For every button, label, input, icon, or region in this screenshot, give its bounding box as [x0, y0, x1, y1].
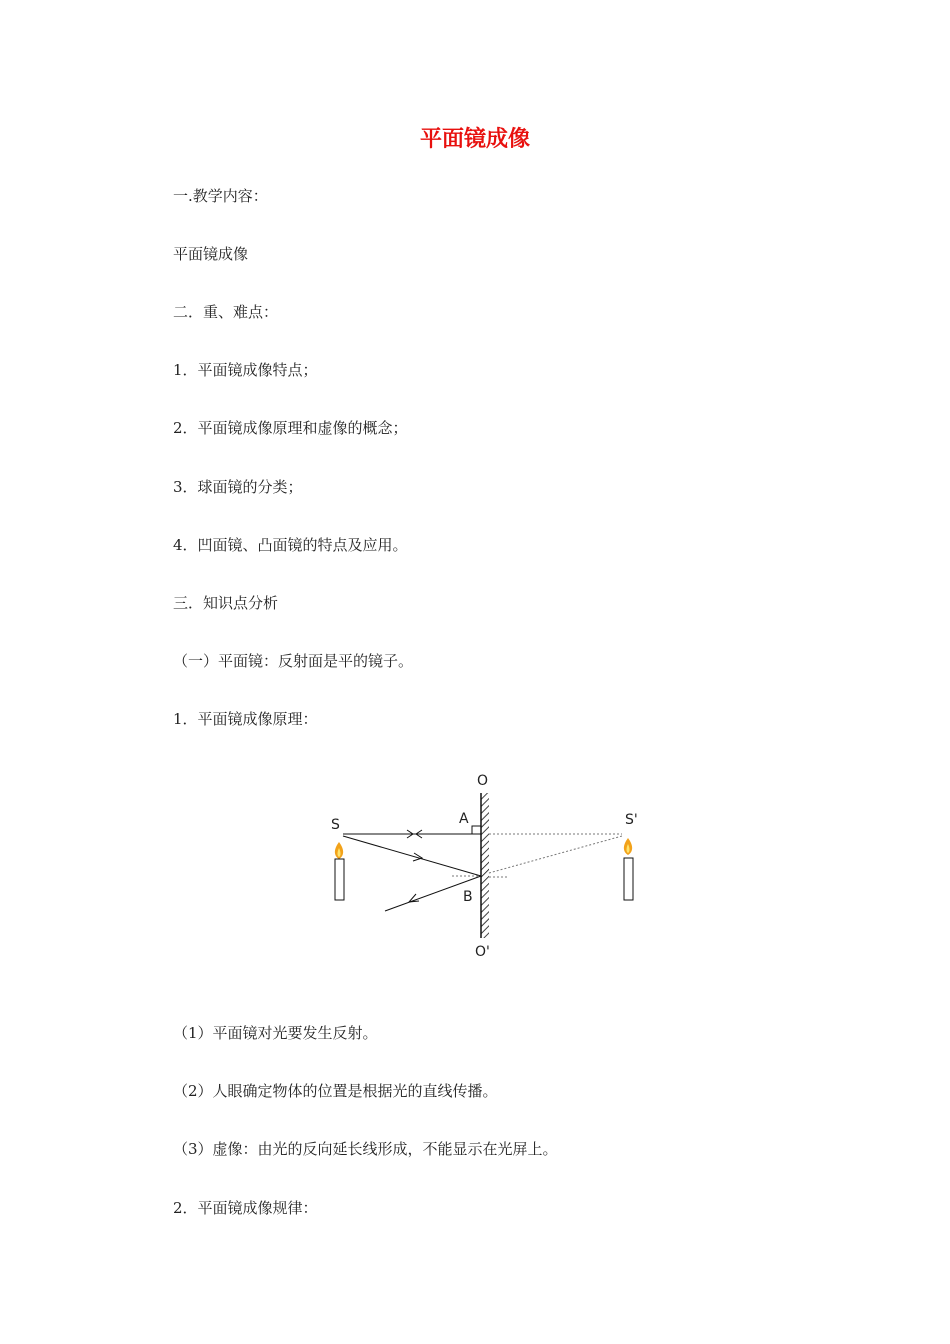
virtual-ray-extension — [489, 836, 622, 873]
page-title: 平面镜成像 — [419, 127, 530, 152]
list-item-2: 2．平面镜成像原理和虚像的概念； — [173, 419, 408, 437]
label-o: O — [477, 773, 489, 789]
principle-heading: 1．平面镜成像原理： — [173, 710, 318, 728]
list-item-1: 1．平面镜成像特点； — [173, 361, 318, 379]
list-item-4: 4．凹面镜、凸面镜的特点及应用。 — [173, 536, 408, 554]
rules-heading: 2．平面镜成像规律： — [173, 1199, 318, 1217]
section-heading-analysis: 三．知识点分析 — [173, 594, 279, 612]
list-item-3: 3．球面镜的分类； — [173, 478, 303, 496]
candle-image — [624, 838, 633, 900]
label-a: A — [459, 811, 469, 827]
point-3: （3）虚像：由光的反向延长线形成，不能显示在光屏上。 — [173, 1140, 558, 1158]
subsection-plane-mirror: （一）平面镜：反射面是平的镜子。 — [173, 652, 414, 670]
point-2: （2）人眼确定物体的位置是根据光的直线传播。 — [173, 1082, 498, 1100]
section-heading-content: 一.教学内容： — [173, 187, 268, 205]
label-b: B — [463, 889, 473, 905]
section-heading-key-points: 二．重、难点： — [173, 303, 279, 321]
right-angle-mark — [472, 826, 481, 834]
label-s: S — [331, 817, 340, 833]
ray-s-to-b — [343, 836, 481, 876]
label-o-prime: O' — [475, 944, 490, 960]
candle-object — [335, 842, 344, 900]
content-text: 平面镜成像 — [173, 245, 249, 263]
point-1: （1）平面镜对光要发生反射。 — [173, 1024, 378, 1042]
label-s-prime: S' — [625, 812, 638, 828]
mirror-hatching — [481, 793, 489, 938]
